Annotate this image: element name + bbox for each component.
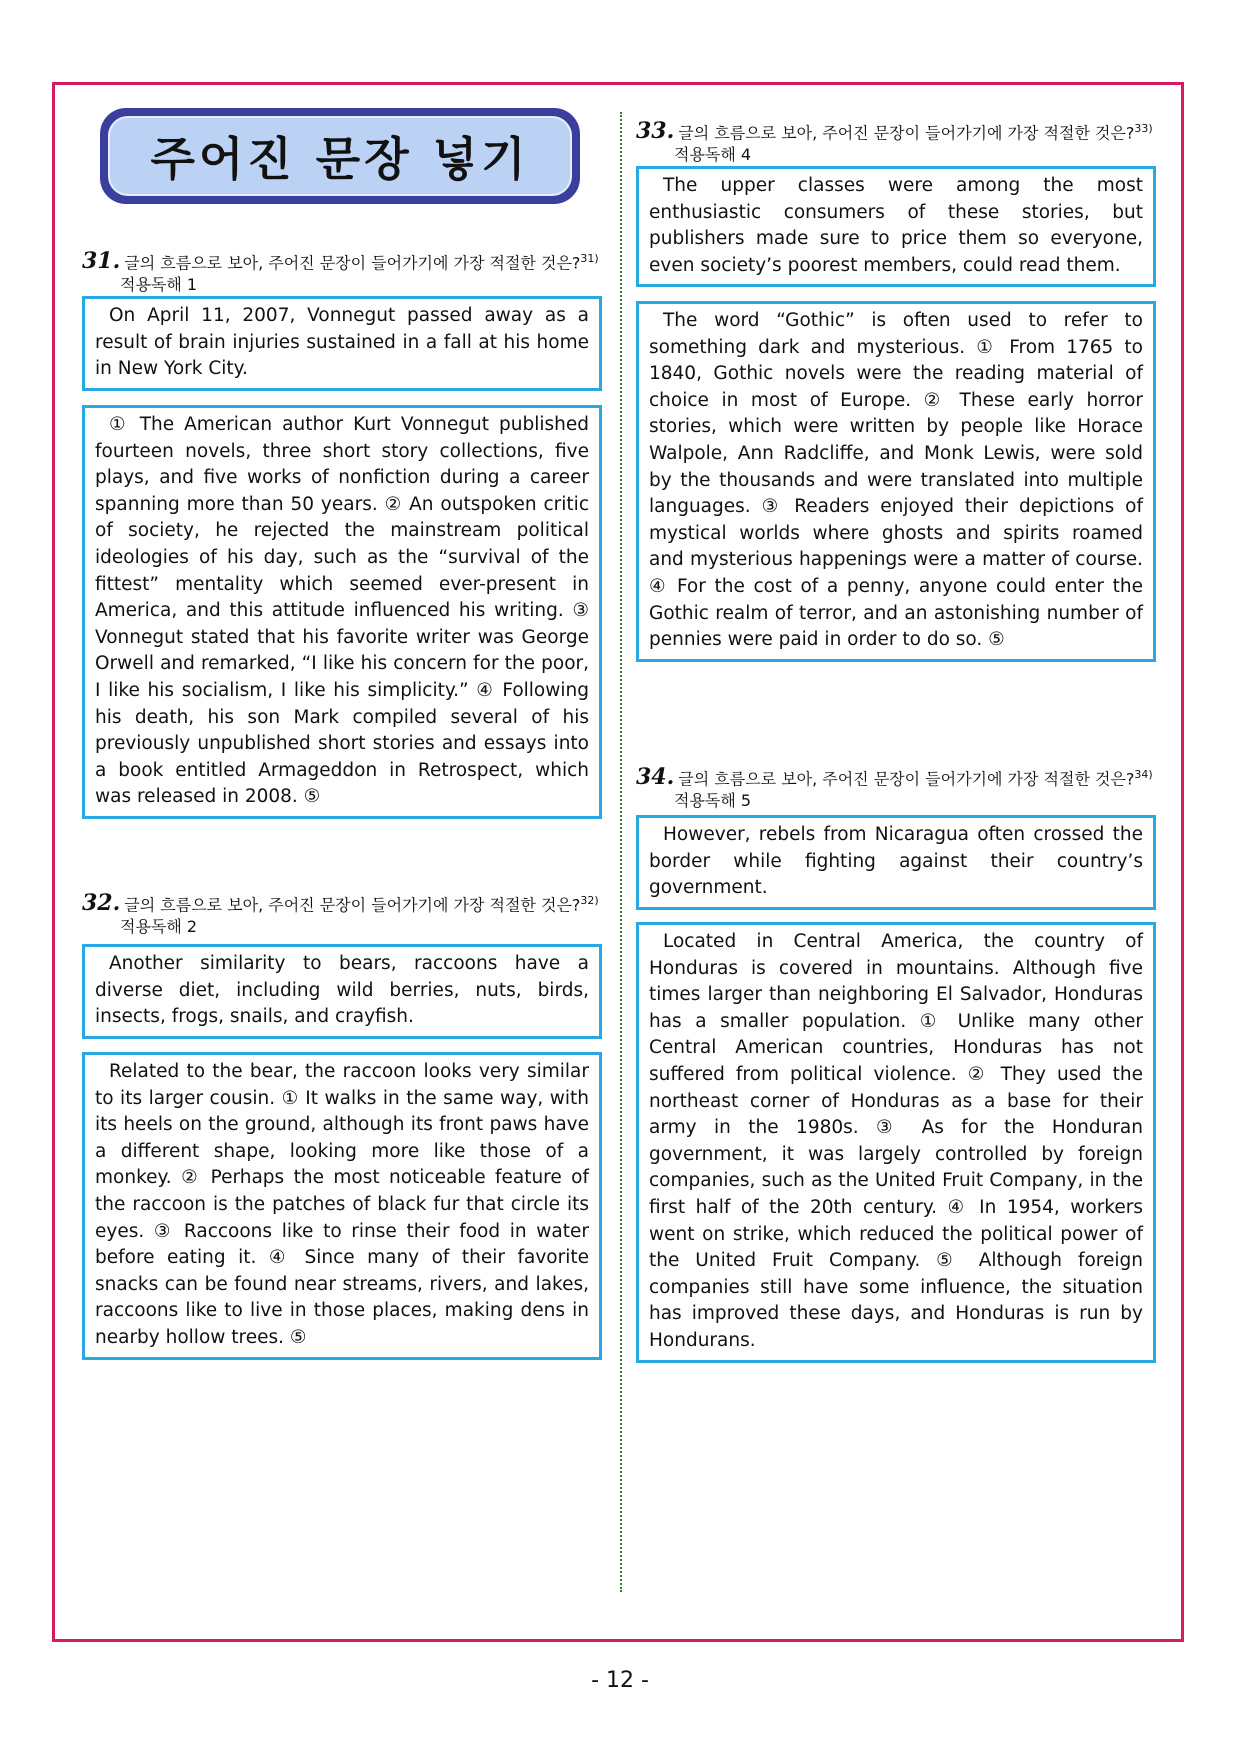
footnote-ref: 34): [1134, 768, 1153, 781]
question-prompt: 글의 흐름으로 보아, 주어진 문장이 들어가기에 가장 적절한 것은?: [678, 769, 1135, 789]
question-source: 적용독해 1: [120, 275, 198, 295]
passage-box: [82, 1052, 602, 1360]
question-number: 31.: [82, 248, 121, 275]
passage-text: Located in Central America, the country of Honduras is covered in mountains. Although five times larger than neighboring El Salvador, Honduras has a smaller population. ① Unlike many other Central American countries, Honduras has not suffered from political violence. ② They used the northeast corner of Honduras as a base for their army in the 1980s. ③ As for the Honduran government, it was largely controlled by foreign companies, such as the United Fruit Company, in the first half of the 20th century. ④ In 1954, workers went on strike, which reduced the political power of the United Fruit Company. ⑤ Although foreign companies still have some influence, the situation has improved these days, and Honduras is run by Hondurans.: [649, 931, 1143, 1351]
footnote-ref: 32): [580, 894, 599, 907]
question-31-header: [82, 248, 602, 296]
given-sentence-box: [82, 296, 602, 391]
passage-box: [82, 405, 602, 819]
passage-text: ① The American author Kurt Vonnegut published fourteen novels, three short story collections, five plays, and five works of nonfiction during a career spanning more than 50 years. ② An outspoken critic of society, he rejected the mainstream political ideologies of his day, such as the “survival of the fittest” mentality which seemed ever-present in America, and this attitude influenced his writing. ③ Vonnegut stated that his favorite writer was George Orwell and remarked, “I like his concern for the poor, I like his socialism, I like his simplicity.” ④ Following his death, his son Mark compiled several of his previously unpublished short stories and essays into a book entitled Armageddon in Retrospect, which was released in 2008. ⑤: [95, 414, 589, 808]
given-sentence: On April 11, 2007, Vonnegut passed away as a result of brain injuries sustained in a fall at his home in New York City.: [95, 305, 589, 380]
given-sentence-box: [636, 166, 1156, 287]
question-prompt: 글의 흐름으로 보아, 주어진 문장이 들어가기에 가장 적절한 것은?: [124, 253, 581, 273]
question-32-header: [82, 890, 602, 938]
question-prompt: 글의 흐름으로 보아, 주어진 문장이 들어가기에 가장 적절한 것은?: [124, 895, 581, 915]
question-source: 적용독해 4: [674, 145, 752, 165]
footnote-ref: 33): [1134, 122, 1153, 135]
question-number: 32.: [82, 890, 121, 917]
given-sentence: However, rebels from Nicaragua often crossed the border while fighting against their country’s government.: [649, 824, 1143, 899]
given-sentence-box: [82, 944, 602, 1039]
page-number: - 12 -: [591, 1668, 649, 1693]
question-number: 33.: [636, 118, 675, 145]
question-source: 적용독해 5: [674, 791, 752, 811]
given-sentence: Another similarity to bears, raccoons have a diverse diet, including wild berries, nuts, birds, insects, frogs, snails, and crayfish.: [95, 953, 589, 1028]
passage-box: [636, 301, 1156, 662]
passage-box: [636, 922, 1156, 1363]
passage-text: The word “Gothic” is often used to refer to something dark and mysterious. ① From 1765 to 1840, Gothic novels were the reading material of choice in most of Europe. ② These early horror stories, which were written by people like Horace Walpole, Ann Radcliffe, and Monk Lewis, were sold by the thousands and were translated into multiple languages. ③ Readers enjoyed their depictions of mystical worlds where ghosts and spirits roamed and mysterious happenings were a matter of course. ④ For the cost of a penny, anyone could enter the Gothic realm of terror, and an astonishing number of pennies were paid in order to do so. ⑤: [649, 310, 1143, 651]
column-divider: [620, 112, 622, 1592]
question-source: 적용독해 2: [120, 917, 198, 937]
given-sentence: The upper classes were among the most enthusiastic consumers of these stories, but publishers made sure to price them so everyone, even society’s poorest members, could read them.: [649, 175, 1143, 276]
passage-text: Related to the bear, the raccoon looks very similar to its larger cousin. ① It walks in the same way, with its heels on the ground, although its front paws have a different shape, looking more like those of a monkey. ② Perhaps the most noticeable feature of the raccoon is the patches of black fur that circle its eyes. ③ Raccoons like to rinse their food in water before eating it. ④ Since many of their favorite snacks can be found near streams, rivers, and lakes, raccoons like to live in those places, making dens in nearby hollow trees. ⑤: [95, 1061, 589, 1348]
section-title: 주어진 문장 넣기: [150, 132, 530, 186]
question-number: 34.: [636, 764, 675, 791]
question-34-header: [636, 764, 1156, 812]
footnote-ref: 31): [580, 252, 599, 265]
section-title-inner: [108, 116, 572, 196]
section-title-banner: [100, 108, 580, 204]
question-33-header: [636, 118, 1156, 166]
given-sentence-box: [636, 815, 1156, 910]
question-prompt: 글의 흐름으로 보아, 주어진 문장이 들어가기에 가장 적절한 것은?: [678, 123, 1135, 143]
